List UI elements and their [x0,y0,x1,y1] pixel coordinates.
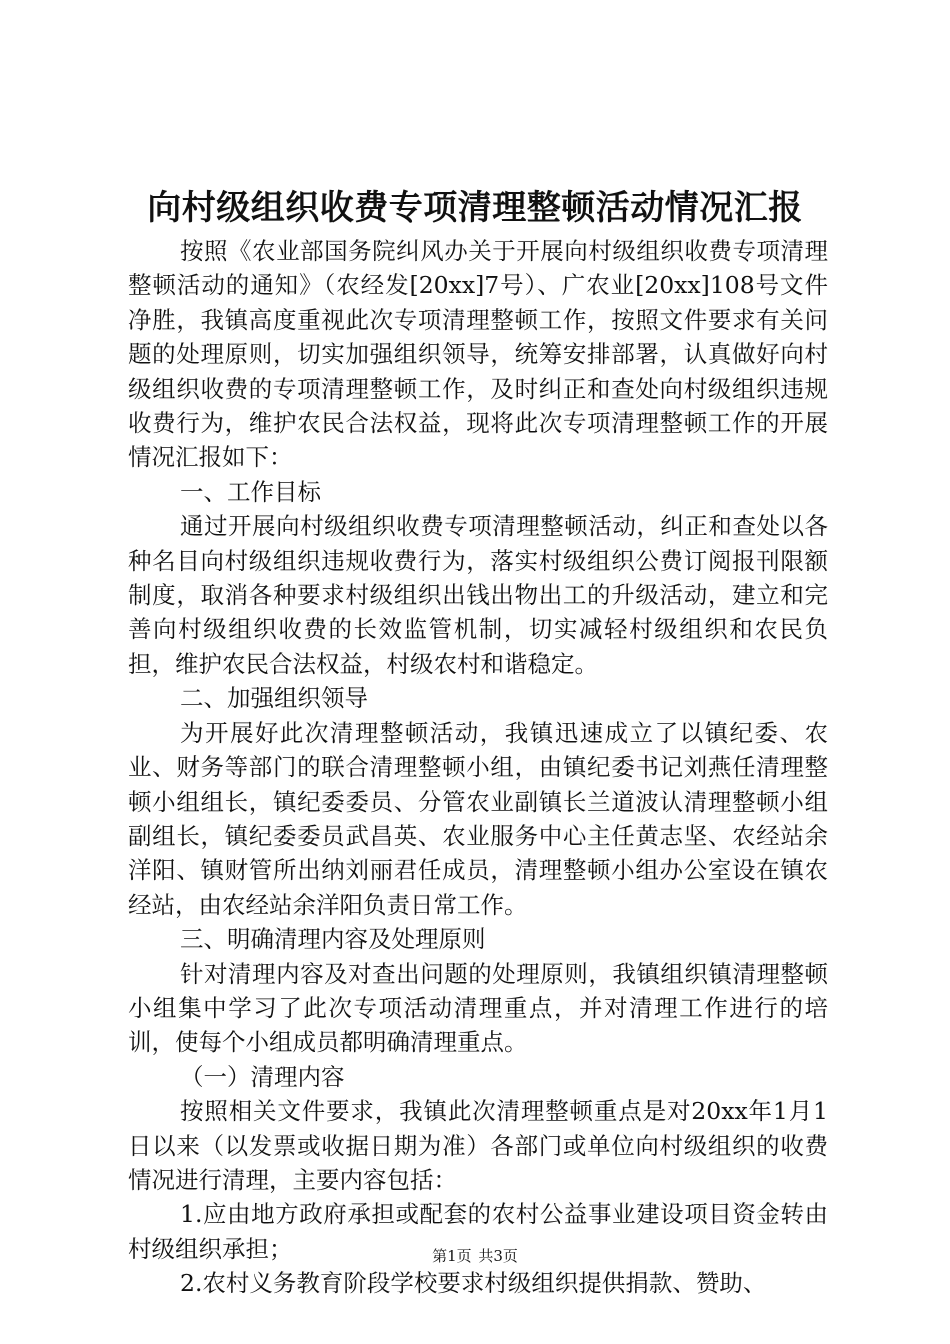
section-heading-leadership: 二、加强组织领导 [180,684,368,713]
list-item-2: 2.农村义务教育阶段学校要求村级组织提供捐款、赞助、 [180,1269,767,1298]
paragraph-intro: 按照《农业部国务院纠风办关于开展向村级组织收费专项清理整顿活动的通知》（农经发[20xx]7号）、广农业[20xx]108号文件净胜，我镇高度重视此次专项清理整顿工作，按照文件要求有关问题的处理原则，切实加强组织领导，统筹安排部署，认真做好向村级组织收费的专项清理整顿工作，及时纠正和查处向村级组织违规收费行为，维护农民合法权益，现将此次专项清理整顿工作的开展情况汇报如下： [128,237,828,472]
paragraph-work-goal: 通过开展向村级组织收费专项清理整顿活动，纠正和查处以各种名目向村级组织违规收费行为，落实村级组织公费订阅报刊限额制度，取消各种要求村级组织出钱出物出工的升级活动，建立和完善向村级组织收费的长效监管机制，切实减轻村级组织和农民负担，维护农民合法权益，村级农村和谐稳定。 [128,512,828,678]
page-total: 共3页 [478,1247,518,1265]
subsection-heading-content: （一）清理内容 [180,1062,345,1091]
section-heading-principles: 三、明确清理内容及处理原则 [180,925,486,954]
page-footer [0,1246,950,1266]
page-number: 第1页 [432,1247,472,1265]
document-title: 向村级组织收费专项清理整顿活动情况汇报 [147,188,803,228]
list-item-1: 1.应由地方政府承担或配套的农村公益事业建设项目资金转由村级组织承担； [128,1200,828,1263]
document-body [128,234,828,1301]
paragraph-content: 按照相关文件要求，我镇此次清理整顿重点是对20xx年1月1日以来（以发票或收据日期为准）各部门或单位向村级组织的收费情况进行清理，主要内容包括： [128,1097,828,1194]
paragraph-principles: 针对清理内容及对查出问题的处理原则，我镇组织镇清理整顿小组集中学习了此次专项活动清理重点，并对清理工作进行的培训，使每个小组成员都明确清理重点。 [128,959,828,1057]
paragraph-leadership: 为开展好此次清理整顿活动，我镇迅速成立了以镇纪委、农业、财务等部门的联合清理整顿小组，由镇纪委书记刘燕任清理整顿小组组长，镇纪委委员、分管农业副镇长兰道波认清理整顿小组副组长，镇纪委委员武昌英、农业服务中心主任黄志坚、农经站余洋阳、镇财管所出纳刘丽君任成员，清理整顿小组办公室设在镇农经站，由农经站余洋阳负责日常工作。 [128,718,828,919]
section-heading-work-goal: 一、工作目标 [180,477,321,506]
